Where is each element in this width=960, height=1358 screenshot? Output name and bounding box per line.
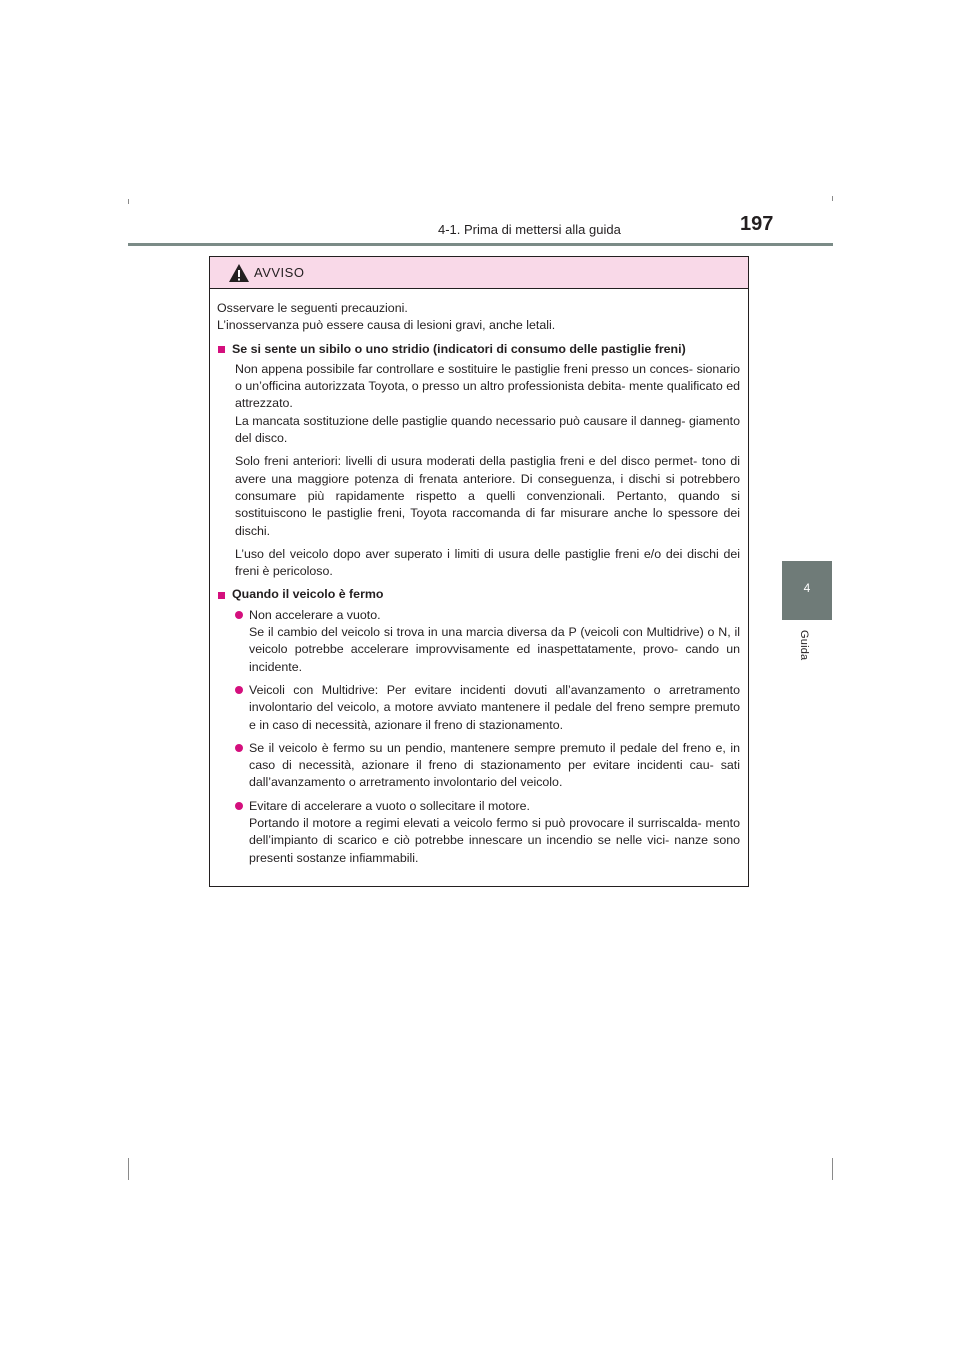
paragraph: Solo freni anteriori: livelli di usura moderati della pastiglia freni e del disco permet- tono di avere una maggiore potenza di frenata anteriore. Di conseguenza, i dischi si potrebbero consumare più rapidamente rispetto a quelli convenzionali. Pertanto, quando si sostituiscono le pastiglie freni, Toyota raccomanda di far misurare anche lo spessore dei dischi. — [235, 454, 740, 538]
warning-triangle-icon — [228, 263, 250, 283]
list-item — [217, 607, 740, 676]
paragraph: L’uso del veicolo dopo aver superato i limiti di usura delle pastiglie freni e/o dei dischi dei freni è pericoloso. — [235, 546, 740, 579]
paragraph-text: La mancata sostituzione delle pastiglie quando necessario può causare il danneg- giamento del disco. — [235, 413, 740, 446]
list-item — [217, 682, 740, 734]
round-bullet-icon — [235, 686, 243, 694]
warning-header — [210, 257, 748, 289]
warning-body — [210, 289, 748, 867]
square-bullet-icon — [218, 592, 225, 599]
section-heading — [217, 341, 740, 358]
list-item — [217, 740, 740, 792]
round-bullet-icon — [235, 802, 243, 810]
list-item — [217, 798, 740, 867]
bullet-line: Non accelerare a vuoto. — [249, 607, 381, 622]
section-header: 4-1. Prima di mettersi alla guida — [438, 222, 621, 237]
crop-mark — [128, 1158, 129, 1180]
crop-mark — [832, 196, 833, 201]
round-bullet-icon — [235, 611, 243, 619]
intro-line: L’inosservanza può essere causa di lesioni gravi, anche letali. — [217, 318, 556, 333]
crop-mark — [128, 199, 129, 204]
paragraph — [217, 361, 740, 447]
bullet-line: Evitare di accelerare a vuoto o sollecitare il motore. — [249, 798, 530, 813]
intro-line: Osservare le seguenti precauzioni. — [217, 301, 408, 315]
square-bullet-icon — [218, 346, 225, 353]
chapter-label: Guida — [798, 630, 810, 661]
list-item-text: Se il veicolo è fermo su un pendio, mantenere sempre premuto il pedale del freno e, in caso di necessità, azionare il freno di stazionamento per evitare incidenti cau- sati dall’avanzamento o arretramento involontario del veicolo. — [249, 740, 740, 790]
section-heading-text: Quando il veicolo è fermo — [232, 587, 384, 602]
paragraph-text: Non appena possibile far controllare e sostituire le pastiglie freni presso un conces- sionario o un’officina autorizzata Toyota, o presso un altro professionista debita- mente qualificato ed attrezzato. — [235, 361, 740, 411]
header-divider — [128, 243, 833, 246]
intro-text — [217, 300, 740, 335]
warning-title: AVVISO — [254, 265, 305, 280]
list-item-text — [249, 798, 740, 867]
list-item-text: Veicoli con Multidrive: Per evitare incidenti dovuti all’avanzamento o arretramento involontario del veicolo, a motore avviato mantenere il pedale del freno sempre premuto e in caso di necessità, azionare il freno di stazionamento. — [249, 682, 740, 732]
section-heading — [217, 586, 740, 603]
chapter-tab[interactable] — [782, 561, 832, 620]
round-bullet-icon — [235, 744, 243, 752]
chapter-number: 4 — [803, 581, 811, 595]
warning-box — [209, 256, 749, 887]
section-heading-text: Se si sente un sibilo o uno stridio (indicatori di consumo delle pastiglie freni) — [232, 341, 686, 356]
page-number: 197 — [740, 213, 774, 235]
crop-mark — [832, 1158, 833, 1180]
bullet-line: Portando il motore a regimi elevati a veicolo fermo si può provocare il surriscalda- mento dell’impianto di scarico e ciò potrebbe innescare un incendio se nelle vici- nanze sono presenti sostanze infiammabili. — [249, 816, 740, 865]
list-item-text — [249, 607, 740, 676]
bullet-line: Se il cambio del veicolo si trova in una marcia diversa da P (veicoli con Multidrive) o N, il veicolo potrebbe accelerare improvvisamente ed inaspettatamente, provo- cando un incidente. — [249, 625, 740, 674]
